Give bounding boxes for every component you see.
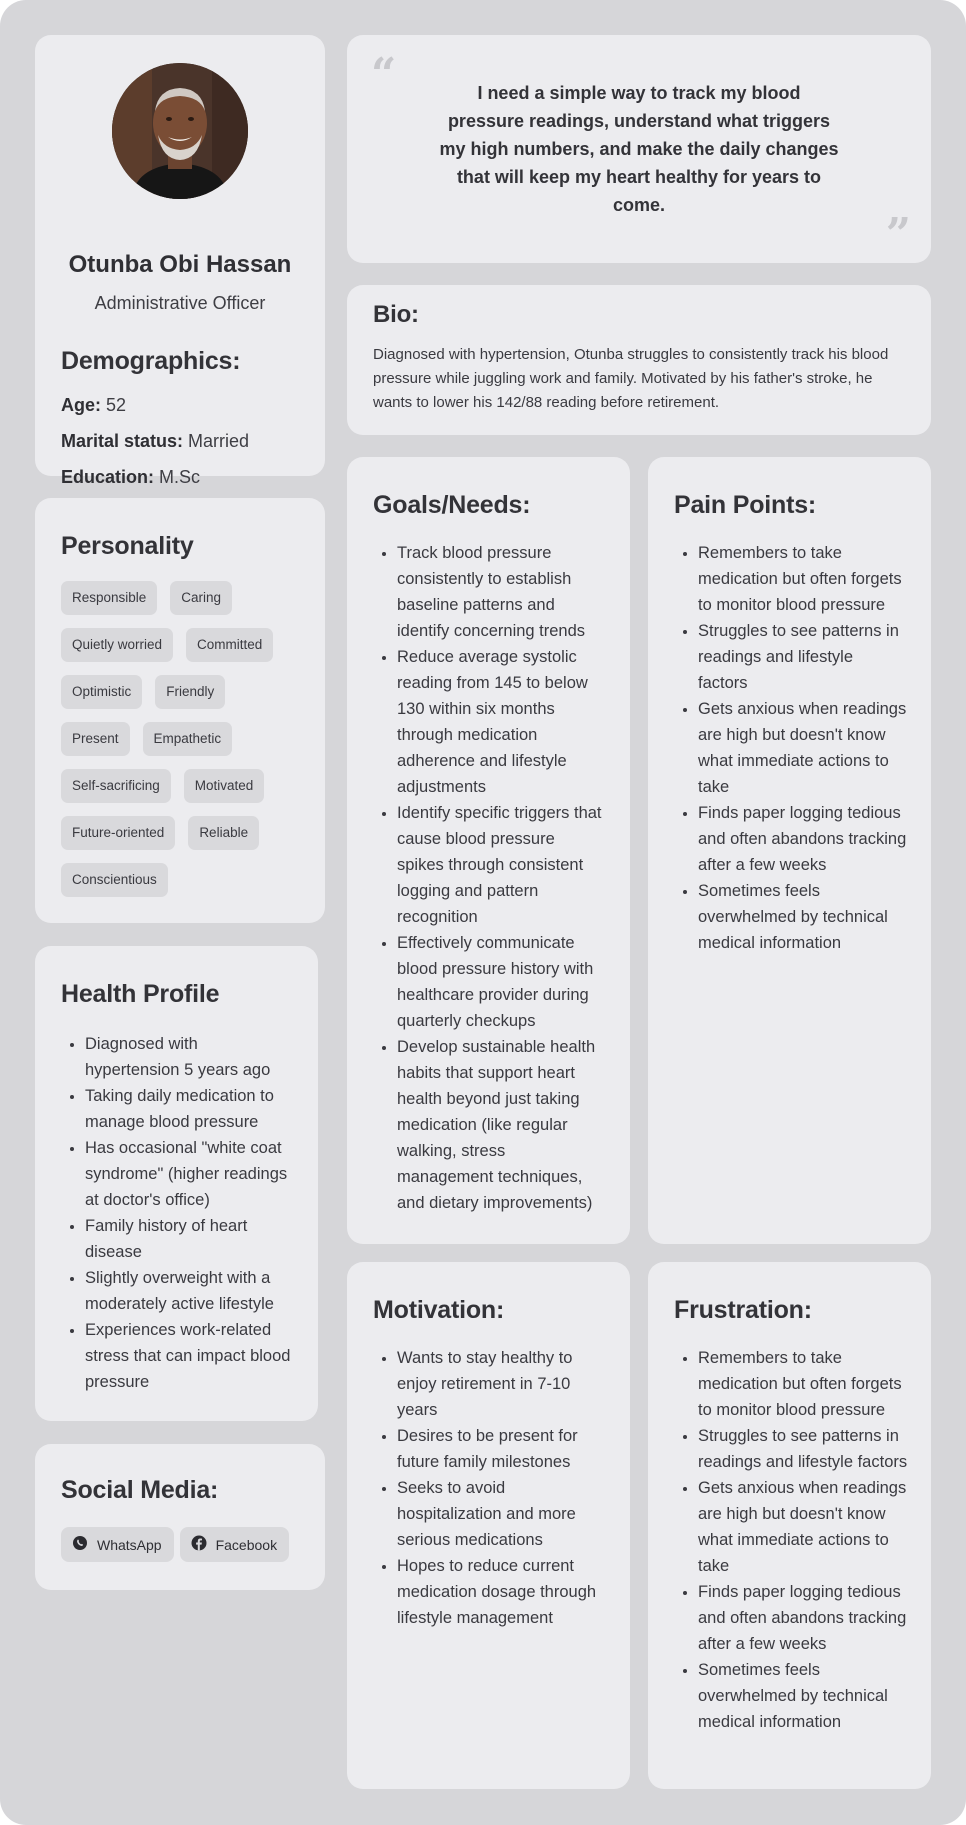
list-item: • Track blood pressure consistently to establish baseline patterns and identify concerning trends: [397, 540, 604, 644]
personality-card: [35, 498, 325, 923]
facebook-label: Facebook: [215, 1536, 278, 1553]
personality-tag: Conscientious: [61, 863, 168, 897]
personality-tag: Future-oriented: [61, 816, 175, 850]
list-item: • Diagnosed with hypertension 5 years ago: [85, 1031, 292, 1083]
facebook-icon: [191, 1535, 207, 1554]
pain-points-list: [674, 540, 907, 956]
quote-text: I need a simple way to track my blood pressure readings, understand what triggers my high numbers, and make the daily changes that will keep my heart healthy for years to come.: [439, 83, 839, 215]
marital-label: Marital status:: [61, 431, 184, 451]
personality-tag: Self-sacrificing: [61, 769, 171, 803]
whatsapp-button[interactable]: [61, 1527, 174, 1562]
list-item: • Sometimes feels overwhelmed by technical medical information: [698, 1657, 917, 1735]
personality-tag: Reliable: [188, 816, 259, 850]
list-item: • Reduce average systolic reading from 145 to below 130 within six months through medication adherence and lifestyle adjustments: [397, 644, 604, 800]
frustration-card: [648, 1262, 931, 1789]
personality-tag: Caring: [170, 581, 232, 615]
personality-tag: Responsible: [61, 581, 157, 615]
education-label: Education:: [61, 467, 154, 487]
motivation-list: [373, 1345, 604, 1631]
marital-row: [61, 428, 315, 454]
list-item: • Sometimes feels overwhelmed by technical medical information: [698, 878, 907, 956]
list-item: • Has occasional "white coat syndrome" (higher readings at doctor's office): [85, 1135, 292, 1213]
whatsapp-label: WhatsApp: [97, 1536, 162, 1553]
demographics-title: Demographics:: [61, 347, 241, 375]
facebook-button[interactable]: [180, 1527, 289, 1562]
list-item: • Finds paper logging tedious and often abandons tracking after a few weeks: [698, 1579, 917, 1657]
education-row: [61, 464, 315, 490]
marital-value: Married: [188, 431, 250, 451]
list-item: • Identify specific triggers that cause blood pressure spikes through consistent logging and pattern recognition: [397, 800, 604, 930]
age-label: Age:: [61, 395, 101, 415]
close-quote-icon: ”: [885, 209, 911, 260]
quote-card: [347, 35, 931, 263]
list-item: • Wants to stay healthy to enjoy retirement in 7-10 years: [397, 1345, 604, 1423]
bio-card: [347, 285, 931, 435]
personality-tag: Friendly: [155, 675, 225, 709]
social-media-links: [61, 1527, 299, 1562]
list-item: • Struggles to see patterns in readings and lifestyle factors: [698, 1423, 917, 1475]
list-item: • Finds paper logging tedious and often abandons tracking after a few weeks: [698, 800, 907, 878]
list-item: • Gets anxious when readings are high but doesn't know what immediate actions to take: [698, 696, 907, 800]
motivation-title: Motivation:: [373, 1296, 505, 1324]
list-item: • Remembers to take medication but often forgets to monitor blood pressure: [698, 1345, 917, 1423]
list-item: • Taking daily medication to manage blood pressure: [85, 1083, 292, 1135]
open-quote-icon: “: [371, 49, 397, 100]
personality-tag: Optimistic: [61, 675, 142, 709]
list-item: • Seeks to avoid hospitalization and more serious medications: [397, 1475, 604, 1553]
goals-title: Goals/Needs:: [373, 491, 531, 519]
age-value: 52: [106, 395, 127, 415]
list-item: • Develop sustainable health habits that support heart health beyond just taking medication (like regular walking, stress management techniques, and dietary improvements): [397, 1034, 604, 1216]
personality-tag: Empathetic: [143, 722, 233, 756]
list-item: • Desires to be present for future family milestones: [397, 1423, 604, 1475]
social-media-card: [35, 1444, 325, 1590]
social-media-title: Social Media:: [61, 1476, 219, 1504]
whatsapp-icon: [72, 1535, 88, 1554]
frustration-list: [674, 1345, 917, 1735]
personality-tag: Motivated: [184, 769, 265, 803]
health-profile-title: Health Profile: [61, 980, 220, 1008]
motivation-card: [347, 1262, 630, 1789]
demographics: [61, 347, 315, 500]
list-item: • Effectively communicate blood pressure history with healthcare provider during quarterly checkups: [397, 930, 604, 1034]
pain-points-card: [648, 457, 931, 1244]
list-item: • Experiences work-related stress that can impact blood pressure: [85, 1317, 292, 1395]
list-item: • Gets anxious when readings are high but doesn't know what immediate actions to take: [698, 1475, 917, 1579]
profile-card: [35, 35, 325, 487]
goals-card: [347, 457, 630, 1244]
list-item: • Remembers to take medication but often forgets to monitor blood pressure: [698, 540, 907, 618]
persona-name: Otunba Obi Hassan: [68, 251, 292, 278]
avatar: [112, 63, 248, 199]
education-value: M.Sc: [159, 467, 201, 487]
personality-title: Personality: [61, 532, 194, 560]
health-profile-list: [61, 1031, 292, 1395]
personality-tags: [61, 581, 299, 897]
personality-tag: Quietly worried: [61, 628, 173, 662]
frustration-title: Frustration:: [674, 1296, 812, 1324]
list-item: • Struggles to see patterns in readings and lifestyle factors: [698, 618, 907, 696]
list-item: • Slightly overweight with a moderately active lifestyle: [85, 1265, 292, 1317]
bio-title: Bio:: [373, 301, 419, 328]
age-row: [61, 392, 315, 418]
bio-text: Diagnosed with hypertension, Otunba struggles to consistently track his blood pressure while juggling work and family. Motivated by his father's stroke, he wants to lower his 142/88 reading before retirement.: [373, 346, 889, 411]
persona-role: Administrative Officer: [94, 293, 266, 313]
list-item: • Family history of heart disease: [85, 1213, 292, 1265]
personality-tag: Present: [61, 722, 130, 756]
list-item: • Hopes to reduce current medication dosage through lifestyle management: [397, 1553, 604, 1631]
goals-list: [373, 540, 604, 1216]
health-profile-card: [35, 946, 318, 1421]
personality-tag: Committed: [186, 628, 273, 662]
pain-points-title: Pain Points:: [674, 491, 817, 519]
